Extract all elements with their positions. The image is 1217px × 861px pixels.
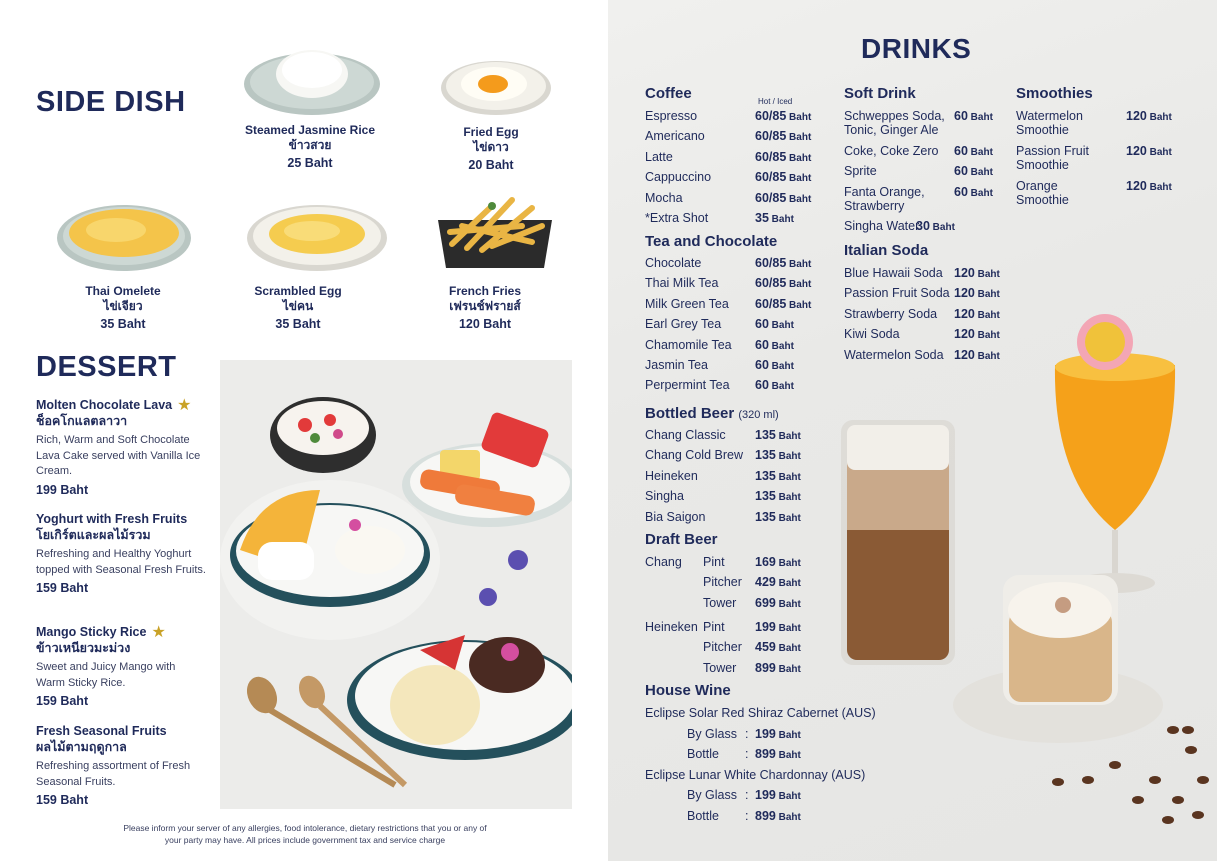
dessert-item-price: 159 Baht — [36, 581, 89, 595]
drink-price-value: 60 — [954, 164, 968, 178]
baht-unit: Baht — [775, 578, 801, 590]
drink-row — [844, 219, 955, 233]
drink-name: Sprite — [844, 164, 877, 178]
drink-price-value: 60 — [755, 358, 769, 372]
baht-unit: Baht — [967, 167, 993, 178]
drink-name: Watermelon Soda — [844, 347, 944, 362]
baht-unit: Baht — [1146, 147, 1172, 158]
drink-name: Blue Hawaii Soda — [844, 266, 943, 280]
drink-price — [755, 317, 794, 331]
side-dish-title: SIDE DISH — [36, 86, 186, 118]
dessert-item-name: Yoghurt with Fresh Fruits — [36, 512, 188, 526]
draft-size: Pint — [703, 555, 725, 569]
drink-price — [755, 191, 811, 205]
drink-price — [755, 575, 801, 589]
drink-price — [755, 297, 811, 311]
drink-name: Thai Milk Tea — [645, 276, 719, 291]
drink-price-value: 699 — [755, 595, 776, 610]
side-item-thai: ข้าวสวย — [288, 138, 332, 152]
baht-unit: Baht — [775, 451, 801, 463]
side-item-rice — [225, 123, 395, 171]
drink-row — [645, 358, 794, 372]
wine-size: By Glass — [687, 788, 738, 802]
drink-price-value: 135 — [755, 509, 776, 524]
drink-row — [645, 129, 812, 144]
drink-row — [645, 378, 794, 393]
baht-unit: Baht — [786, 173, 812, 185]
dessert-title: DESSERT — [36, 351, 177, 383]
dessert-item-price: 199 Baht — [36, 482, 89, 497]
drink-price-value: 120 — [954, 286, 975, 301]
drink-price-value: 60/85 — [755, 109, 787, 123]
baht-unit: Baht — [967, 112, 993, 123]
drink-price — [755, 469, 801, 483]
drink-price — [954, 327, 1000, 341]
baht-unit: Baht — [1146, 182, 1172, 193]
drink-name: Passion Fruit Soda — [844, 286, 950, 301]
wine-row — [687, 808, 801, 823]
drink-price-value: 135 — [755, 468, 776, 483]
drink-name: Chang Cold Brew — [645, 448, 743, 463]
drink-price — [916, 219, 955, 233]
baht-unit: Baht — [768, 214, 794, 225]
drink-row — [844, 266, 1000, 280]
baht-unit: Baht — [775, 471, 801, 483]
baht-unit: Baht — [768, 340, 794, 352]
drink-price-value: 120 — [1126, 179, 1147, 193]
wine-row — [687, 788, 801, 802]
drink-price-value: 60 — [954, 144, 968, 158]
baht-unit: Baht — [768, 381, 794, 393]
star-icon: ★ — [151, 623, 166, 641]
drink-price-value: 459 — [755, 640, 776, 655]
drink-price — [755, 727, 801, 741]
right-page — [608, 0, 1217, 861]
drink-row — [1016, 144, 1172, 172]
baht-unit: Baht — [786, 279, 812, 291]
soft-drink-title: Soft Drink — [844, 85, 916, 102]
drink-price-value: 60 — [755, 378, 769, 393]
drink-price — [755, 129, 811, 143]
dessert-item-lava — [36, 398, 206, 497]
side-item-omelete — [38, 284, 208, 332]
baht-unit: Baht — [967, 188, 993, 199]
drink-price — [755, 276, 811, 290]
bottled-beer-title — [645, 405, 779, 422]
rice-plate-image — [243, 44, 381, 121]
drink-row — [645, 109, 812, 123]
coffee-title: Coffee — [645, 85, 692, 102]
star-icon: ★ — [177, 396, 192, 414]
side-item-name: Steamed Jasmine Rice — [244, 123, 376, 137]
baht-unit: Baht — [974, 350, 1000, 362]
drink-price-value: 60/85 — [755, 170, 787, 185]
baht-unit: Baht — [768, 320, 794, 332]
drink-row — [645, 509, 801, 524]
footnote: Please inform your server of any allergies, food intolerance, dietary restrictions that you or any of your party may have. All prices include government tax and service charge — [123, 823, 487, 845]
side-item-name: Thai Omelete — [85, 284, 161, 298]
baht-unit: Baht — [974, 309, 1000, 321]
drink-name: Singha Water — [844, 219, 920, 233]
drink-row — [645, 256, 812, 270]
drink-price — [755, 661, 801, 675]
dessert-item-price: 159 Baht — [36, 694, 89, 708]
drink-price — [755, 747, 801, 761]
drinks-title: DRINKS — [861, 33, 972, 64]
drink-price-value: 199 — [755, 620, 776, 634]
drink-name: Coke, Coke Zero — [844, 144, 939, 158]
baht-unit: Baht — [967, 147, 993, 158]
dessert-item-fruits — [36, 724, 206, 807]
drink-price-value: 60 — [755, 317, 769, 332]
wine-size: Bottle — [687, 747, 719, 761]
drink-price-value: 60/85 — [755, 129, 787, 144]
side-item-price: 35 Baht — [100, 317, 146, 331]
drink-price-value: 30 — [916, 219, 930, 233]
wine-row — [687, 747, 801, 761]
drink-row — [645, 337, 794, 352]
drink-row — [844, 347, 1000, 362]
baht-unit: Baht — [775, 558, 801, 569]
dessert-item-thai: โยเกิร์ตและผลไม้รวม — [36, 528, 151, 542]
drink-row — [645, 170, 812, 185]
baht-unit: Baht — [775, 643, 801, 655]
drink-price-value: 169 — [755, 555, 776, 569]
drink-row — [844, 286, 1000, 301]
drink-name: Singha — [645, 489, 684, 504]
baht-unit: Baht — [775, 729, 801, 741]
draft-brand: Chang — [645, 555, 682, 569]
side-item-name: Fried Egg — [463, 125, 519, 139]
drink-name: Cappuccino — [645, 170, 712, 185]
drink-name: Chocolate — [645, 256, 702, 270]
drink-price — [755, 596, 801, 610]
baht-unit: Baht — [775, 431, 801, 442]
drink-price-value: 60 — [954, 109, 968, 123]
side-item-thai: ไข่เจียว — [103, 299, 143, 313]
house-wine-title: House Wine — [645, 682, 731, 699]
baht-unit: Baht — [775, 750, 801, 761]
dessert-item-yoghurt — [36, 512, 206, 595]
drink-row — [645, 149, 812, 164]
drink-row — [844, 327, 1000, 342]
drink-price — [1126, 144, 1172, 158]
drink-price — [954, 348, 1000, 362]
drink-price-value: 120 — [1126, 144, 1147, 158]
drink-name: Chamomile Tea — [645, 337, 732, 352]
fried-egg-plate-image — [440, 56, 552, 121]
italian-soda-title: Italian Soda — [844, 242, 929, 259]
tea-title: Tea and Chocolate — [645, 233, 778, 250]
baht-unit: Baht — [768, 361, 794, 372]
side-item-price: 35 Baht — [275, 317, 321, 331]
drink-price — [755, 428, 801, 442]
baht-unit: Baht — [974, 269, 1000, 280]
dessert-item-name: Molten Chocolate Lava — [36, 398, 173, 412]
side-item-price: 25 Baht — [287, 156, 333, 170]
drink-row — [645, 448, 801, 463]
drink-price — [755, 640, 801, 654]
drink-price-value: 899 — [755, 808, 776, 823]
drink-price-value: 120 — [1126, 109, 1147, 123]
drink-price — [954, 286, 1000, 300]
drink-price-value: 60 — [954, 185, 968, 199]
side-item-price: 20 Baht — [468, 158, 514, 172]
drink-name: Strawberry Soda — [844, 306, 938, 321]
drink-price — [954, 185, 993, 199]
drink-name: Watermelon Smoothie — [1016, 109, 1083, 137]
draft-size: Tower — [703, 660, 737, 675]
drink-name: Orange Smoothie — [1016, 179, 1069, 207]
dessert-item-thai: ช็อคโกแลตลาวา — [36, 414, 128, 428]
drink-price-value: 120 — [954, 327, 975, 342]
baht-unit: Baht — [1146, 112, 1172, 123]
drink-price — [755, 788, 801, 802]
baht-unit: Baht — [786, 132, 812, 144]
dessert-item-price: 159 Baht — [36, 793, 89, 807]
drink-price — [1126, 179, 1172, 193]
drink-row — [844, 185, 993, 213]
colon-separator: : — [745, 788, 749, 802]
drink-name: Fanta Orange, Strawberry — [844, 185, 925, 213]
drink-price-value: 60/85 — [755, 190, 787, 205]
draft-beer-title: Draft Beer — [645, 531, 718, 548]
wine-size: By Glass — [687, 726, 738, 741]
drink-price — [954, 109, 993, 123]
drink-price — [755, 809, 801, 823]
dessert-item-mango — [36, 625, 206, 708]
dessert-item-desc: Refreshing assortment of Fresh Seasonal Fruits. — [36, 760, 191, 788]
drink-price — [755, 109, 811, 123]
drink-row — [645, 706, 876, 720]
drink-price — [755, 620, 801, 634]
colon-separator: : — [745, 808, 749, 823]
dessert-item-desc: Sweet and Juicy Mango with Warm Sticky Rice. — [36, 661, 176, 689]
drink-price-value: 899 — [755, 660, 776, 675]
baht-unit: Baht — [775, 512, 801, 524]
drink-price — [755, 510, 801, 524]
dessert-item-thai: ผลไม้ตามฤดูกาล — [36, 740, 127, 754]
drink-name: Eclipse Lunar White Chardonnay (AUS) — [645, 767, 866, 782]
draft-size: Pint — [703, 620, 725, 634]
drink-price-value: 60/85 — [755, 256, 787, 270]
side-item-name: French Fries — [448, 284, 522, 298]
baht-unit: Baht — [929, 222, 955, 233]
drink-price-value: 135 — [755, 448, 776, 463]
drink-name: Earl Grey Tea — [645, 317, 722, 332]
drink-name: Perpermint Tea — [645, 378, 730, 393]
baht-unit: Baht — [775, 663, 801, 675]
drink-row — [645, 468, 801, 483]
draft-brand: Heineken — [645, 620, 698, 634]
drink-price-value: 899 — [755, 747, 776, 761]
dessert-item-desc: Refreshing and Healthy Yoghurt topped with Seasonal Fresh Fruits. — [36, 548, 206, 576]
wine-size: Bottle — [687, 808, 719, 823]
drink-row — [844, 144, 993, 158]
drink-price — [755, 489, 801, 503]
drink-row — [645, 317, 794, 332]
dessert-item-name: Fresh Seasonal Fruits — [36, 724, 167, 738]
drink-price — [755, 170, 811, 184]
drink-price — [954, 164, 993, 178]
drink-price-value: 60/85 — [755, 276, 787, 291]
dessert-item-desc: Rich, Warm and Soft Chocolate Lava Cake served with Vanilla Ice Cream. — [36, 434, 201, 477]
draft-size: Pitcher — [703, 640, 742, 655]
baht-unit: Baht — [786, 259, 812, 270]
drink-row — [645, 276, 812, 291]
side-item-thai: เฟรนช์ฟรายส์ — [449, 299, 521, 313]
drink-price — [954, 144, 993, 158]
drink-price-value: 199 — [755, 726, 776, 741]
side-item-scrambled-egg — [213, 284, 383, 332]
drink-row — [645, 190, 812, 205]
baht-unit: Baht — [775, 492, 801, 504]
drink-row — [844, 164, 993, 178]
drink-name: Schweppes Soda, Tonic, Ginger Ale — [844, 109, 945, 137]
drink-row — [844, 109, 993, 137]
drink-name: Americano — [645, 129, 705, 144]
colon-separator: : — [745, 747, 749, 761]
baht-unit: Baht — [786, 152, 812, 164]
drink-name: Mocha — [645, 190, 683, 205]
drink-price — [755, 448, 801, 462]
drink-row — [645, 296, 812, 311]
drink-price-value: 120 — [954, 266, 975, 280]
smoothies-title: Smoothies — [1016, 85, 1093, 102]
drinks-photo — [833, 310, 1217, 861]
drink-price — [755, 338, 794, 352]
bottled-beer-label: Bottled Beer — [645, 405, 735, 422]
drink-price — [755, 378, 794, 392]
drink-row — [645, 489, 801, 504]
drink-row — [1016, 109, 1172, 137]
drink-name: Heineken — [645, 468, 698, 483]
drink-price-value: 35 — [755, 211, 769, 225]
drink-name: Chang Classic — [645, 428, 726, 442]
omelete-plate-image — [56, 200, 192, 277]
side-item-thai: ไข่คน — [282, 299, 314, 313]
side-item-price: 120 Baht — [458, 317, 512, 331]
hot-iced-label: Hot / Iced — [758, 97, 793, 106]
drink-price — [954, 307, 1000, 321]
drink-name: Jasmin Tea — [645, 358, 708, 372]
baht-unit: Baht — [786, 112, 812, 123]
dessert-item-thai: ข้าวเหนียวมะม่วง — [36, 641, 131, 655]
drink-price-value: 120 — [954, 306, 975, 321]
drink-name: Latte — [645, 149, 673, 164]
drink-name: Kiwi Soda — [844, 327, 900, 342]
drink-price — [755, 358, 794, 372]
side-item-french-fries — [400, 284, 570, 332]
drink-name: Bia Saigon — [645, 509, 706, 524]
drink-price — [755, 150, 811, 164]
drink-name: Passion Fruit Smoothie — [1016, 144, 1089, 172]
side-item-thai: ไข่ดาว — [473, 140, 509, 154]
baht-unit: Baht — [974, 289, 1000, 301]
bottled-beer-size: (320 ml) — [738, 409, 779, 421]
drink-price-value: 60/85 — [755, 149, 787, 164]
scrambled-egg-plate-image — [246, 200, 388, 277]
drink-name: Milk Green Tea — [645, 296, 729, 311]
drink-price-value: 60 — [755, 337, 769, 352]
drink-price-value: 120 — [954, 347, 975, 362]
drink-row — [1016, 179, 1172, 207]
drink-row — [844, 306, 1000, 321]
drink-price — [954, 266, 1000, 280]
drink-row — [645, 211, 794, 225]
baht-unit: Baht — [974, 330, 1000, 342]
baht-unit: Baht — [775, 811, 801, 823]
drink-price — [1126, 109, 1172, 123]
drink-name: Eclipse Solar Red Shiraz Cabernet (AUS) — [645, 706, 876, 720]
draft-size: Tower — [703, 595, 737, 610]
drink-row — [645, 428, 801, 442]
drink-price-value: 60/85 — [755, 296, 787, 311]
baht-unit: Baht — [775, 623, 801, 634]
dessert-item-name: Mango Sticky Rice — [36, 625, 147, 639]
dessert-photo — [220, 360, 572, 809]
drink-price-value: 199 — [755, 788, 776, 802]
drink-price — [755, 555, 801, 569]
colon-separator: : — [745, 726, 749, 741]
baht-unit: Baht — [786, 193, 812, 205]
left-page — [0, 0, 608, 861]
baht-unit: Baht — [775, 598, 801, 610]
baht-unit: Baht — [775, 791, 801, 802]
side-item-name: Scrambled Egg — [254, 284, 342, 298]
drink-price — [755, 211, 794, 225]
drink-name: Espresso — [645, 109, 698, 123]
drink-price-value: 135 — [755, 428, 776, 442]
drink-price-value: 135 — [755, 489, 776, 504]
fries-basket-image — [432, 186, 558, 277]
baht-unit: Baht — [786, 299, 812, 311]
drink-price-value: 429 — [755, 575, 776, 590]
drink-price — [755, 256, 811, 270]
draft-size: Pitcher — [703, 575, 742, 590]
drink-name: *Extra Shot — [645, 211, 709, 225]
drink-row — [645, 768, 865, 782]
wine-row — [687, 726, 801, 741]
side-item-fried-egg — [406, 125, 576, 173]
